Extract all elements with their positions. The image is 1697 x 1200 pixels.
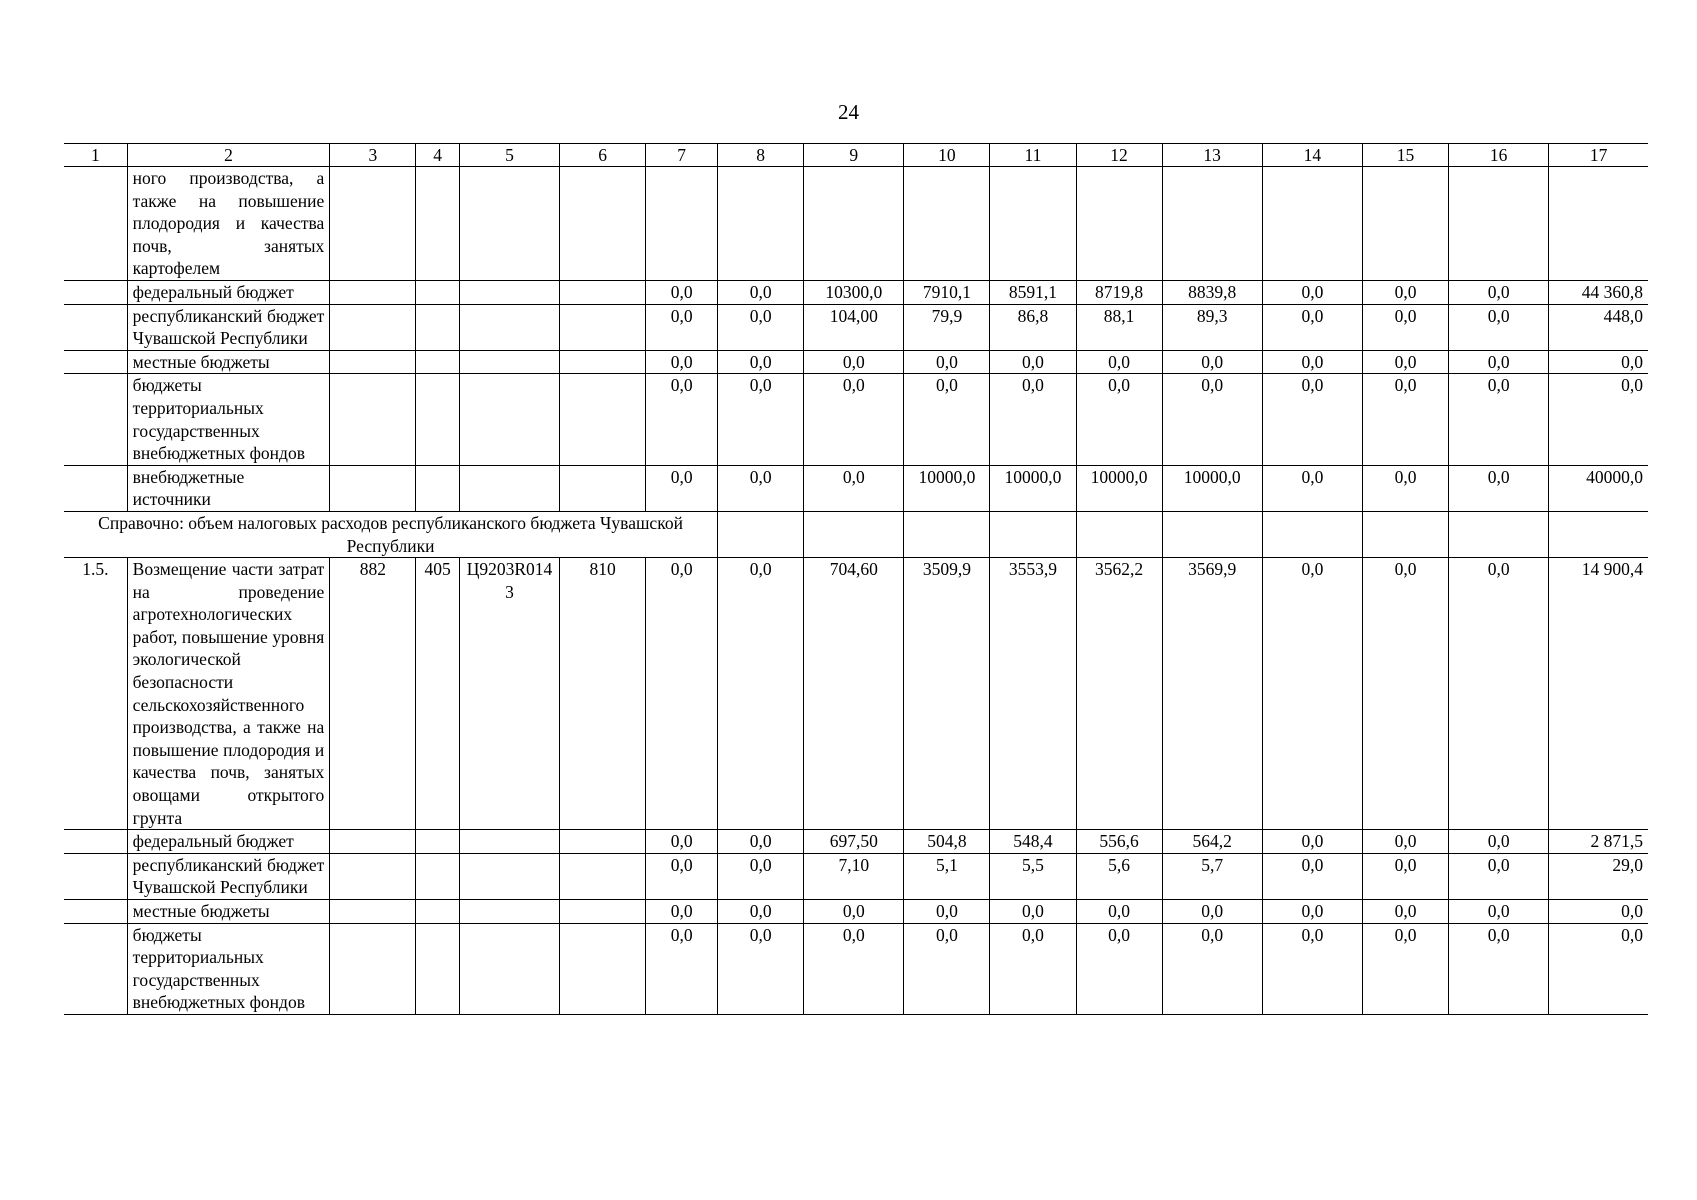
row-number bbox=[64, 374, 127, 465]
value-cell: 0,0 bbox=[1449, 350, 1549, 374]
code-cell bbox=[459, 830, 559, 854]
value-cell: 0,0 bbox=[718, 374, 804, 465]
code-cell bbox=[416, 830, 460, 854]
value-cell: 0,0 bbox=[1363, 923, 1449, 1014]
value-cell bbox=[1162, 167, 1262, 281]
column-header: 1 bbox=[64, 144, 127, 167]
code-cell bbox=[560, 350, 646, 374]
table-row bbox=[64, 465, 1648, 511]
value-cell: 8839,8 bbox=[1162, 280, 1262, 304]
code-cell bbox=[459, 923, 559, 1014]
value-cell: 0,0 bbox=[990, 350, 1076, 374]
value-cell: 0,0 bbox=[990, 900, 1076, 924]
value-cell: 7,10 bbox=[804, 853, 904, 899]
code-cell: 810 bbox=[560, 558, 646, 830]
code-cell bbox=[560, 465, 646, 511]
code-cell bbox=[459, 374, 559, 465]
value-cell bbox=[804, 167, 904, 281]
code-cell bbox=[560, 374, 646, 465]
value-cell: 0,0 bbox=[1363, 558, 1449, 830]
value-cell: 0,0 bbox=[1076, 923, 1162, 1014]
code-cell bbox=[459, 280, 559, 304]
code-cell bbox=[459, 350, 559, 374]
value-cell: 5,5 bbox=[990, 853, 1076, 899]
value-cell: 0,0 bbox=[1262, 853, 1362, 899]
value-cell: 0,0 bbox=[1262, 900, 1362, 924]
value-cell bbox=[904, 511, 990, 557]
total-cell: 40000,0 bbox=[1549, 465, 1648, 511]
value-cell: 8591,1 bbox=[990, 280, 1076, 304]
code-cell bbox=[560, 923, 646, 1014]
code-cell bbox=[416, 465, 460, 511]
value-cell: 0,0 bbox=[718, 558, 804, 830]
code-cell bbox=[459, 465, 559, 511]
table-body bbox=[64, 167, 1648, 1015]
value-cell: 0,0 bbox=[646, 350, 718, 374]
table-row bbox=[64, 374, 1648, 465]
value-cell: 0,0 bbox=[646, 465, 718, 511]
value-cell bbox=[1162, 511, 1262, 557]
value-cell bbox=[718, 167, 804, 281]
code-cell bbox=[330, 465, 416, 511]
value-cell: 0,0 bbox=[1363, 465, 1449, 511]
value-cell: 3509,9 bbox=[904, 558, 990, 830]
table-row bbox=[64, 167, 1648, 281]
value-cell: 704,60 bbox=[804, 558, 904, 830]
value-cell: 0,0 bbox=[990, 374, 1076, 465]
value-cell: 10000,0 bbox=[904, 465, 990, 511]
total-cell: 0,0 bbox=[1549, 923, 1648, 1014]
column-header: 14 bbox=[1262, 144, 1362, 167]
row-name: республиканский бюджет Чувашской Республики bbox=[127, 304, 330, 350]
column-header: 13 bbox=[1162, 144, 1262, 167]
value-cell: 0,0 bbox=[646, 558, 718, 830]
row-name: федеральный бюджет bbox=[127, 830, 330, 854]
row-name: местные бюджеты bbox=[127, 900, 330, 924]
value-cell: 0,0 bbox=[1262, 558, 1362, 830]
row-number bbox=[64, 280, 127, 304]
column-header: 5 bbox=[459, 144, 559, 167]
code-cell bbox=[560, 830, 646, 854]
value-cell: 89,3 bbox=[1162, 304, 1262, 350]
row-number bbox=[64, 853, 127, 899]
value-cell: 0,0 bbox=[904, 923, 990, 1014]
value-cell: 504,8 bbox=[904, 830, 990, 854]
code-cell bbox=[560, 280, 646, 304]
value-cell: 556,6 bbox=[1076, 830, 1162, 854]
value-cell: 0,0 bbox=[1449, 304, 1549, 350]
code-cell bbox=[560, 167, 646, 281]
value-cell: 0,0 bbox=[646, 853, 718, 899]
row-name: бюджеты территориальных государственных внебюджетных фондов bbox=[127, 923, 330, 1014]
value-cell: 0,0 bbox=[1449, 923, 1549, 1014]
value-cell bbox=[1449, 167, 1549, 281]
value-cell: 0,0 bbox=[904, 374, 990, 465]
total-cell: 29,0 bbox=[1549, 853, 1648, 899]
value-cell: 0,0 bbox=[804, 900, 904, 924]
value-cell: 0,0 bbox=[1363, 853, 1449, 899]
code-cell bbox=[560, 853, 646, 899]
column-header: 15 bbox=[1363, 144, 1449, 167]
value-cell: 564,2 bbox=[1162, 830, 1262, 854]
value-cell: 0,0 bbox=[904, 900, 990, 924]
value-cell: 0,0 bbox=[718, 830, 804, 854]
value-cell: 0,0 bbox=[1162, 923, 1262, 1014]
code-cell bbox=[416, 900, 460, 924]
value-cell: 3562,2 bbox=[1076, 558, 1162, 830]
value-cell: 0,0 bbox=[990, 923, 1076, 1014]
value-cell: 0,0 bbox=[1262, 350, 1362, 374]
value-cell: 0,0 bbox=[1262, 304, 1362, 350]
value-cell: 104,00 bbox=[804, 304, 904, 350]
code-cell bbox=[459, 167, 559, 281]
value-cell: 3569,9 bbox=[1162, 558, 1262, 830]
code-cell bbox=[330, 304, 416, 350]
value-cell bbox=[1076, 167, 1162, 281]
value-cell bbox=[1076, 511, 1162, 557]
value-cell: 0,0 bbox=[646, 830, 718, 854]
value-cell: 10300,0 bbox=[804, 280, 904, 304]
value-cell: 0,0 bbox=[1262, 374, 1362, 465]
value-cell: 0,0 bbox=[646, 923, 718, 1014]
value-cell bbox=[1262, 511, 1362, 557]
column-header: 16 bbox=[1449, 144, 1549, 167]
row-number bbox=[64, 465, 127, 511]
value-cell: 0,0 bbox=[646, 280, 718, 304]
value-cell: 0,0 bbox=[1449, 558, 1549, 830]
value-cell: 86,8 bbox=[990, 304, 1076, 350]
value-cell: 0,0 bbox=[1076, 350, 1162, 374]
code-cell: 882 bbox=[330, 558, 416, 830]
code-cell bbox=[560, 900, 646, 924]
column-header: 2 bbox=[127, 144, 330, 167]
total-cell: 44 360,8 bbox=[1549, 280, 1648, 304]
value-cell: 0,0 bbox=[804, 465, 904, 511]
row-number bbox=[64, 167, 127, 281]
value-cell: 0,0 bbox=[1363, 280, 1449, 304]
value-cell: 0,0 bbox=[804, 923, 904, 1014]
value-cell: 0,0 bbox=[804, 350, 904, 374]
value-cell: 10000,0 bbox=[990, 465, 1076, 511]
code-cell bbox=[459, 853, 559, 899]
value-cell: 0,0 bbox=[1363, 830, 1449, 854]
value-cell: 0,0 bbox=[718, 350, 804, 374]
row-number bbox=[64, 923, 127, 1014]
value-cell: 3553,9 bbox=[990, 558, 1076, 830]
value-cell: 5,1 bbox=[904, 853, 990, 899]
value-cell: 79,9 bbox=[904, 304, 990, 350]
code-cell bbox=[416, 350, 460, 374]
row-number bbox=[64, 304, 127, 350]
value-cell: 0,0 bbox=[1449, 465, 1549, 511]
table-row bbox=[64, 280, 1648, 304]
value-cell: 0,0 bbox=[1363, 900, 1449, 924]
table-row bbox=[64, 853, 1648, 899]
value-cell bbox=[1262, 167, 1362, 281]
value-cell bbox=[1363, 167, 1449, 281]
code-cell bbox=[560, 304, 646, 350]
column-header: 10 bbox=[904, 144, 990, 167]
code-cell: 405 bbox=[416, 558, 460, 830]
code-cell bbox=[330, 923, 416, 1014]
value-cell: 0,0 bbox=[1449, 280, 1549, 304]
value-cell bbox=[1549, 511, 1648, 557]
column-header: 4 bbox=[416, 144, 460, 167]
total-cell: 2 871,5 bbox=[1549, 830, 1648, 854]
value-cell: 0,0 bbox=[718, 465, 804, 511]
table-row bbox=[64, 923, 1648, 1014]
value-cell bbox=[718, 511, 804, 557]
code-cell bbox=[330, 374, 416, 465]
row-number: 1.5. bbox=[64, 558, 127, 830]
value-cell: 5,7 bbox=[1162, 853, 1262, 899]
row-number bbox=[64, 830, 127, 854]
column-header: 8 bbox=[718, 144, 804, 167]
code-cell bbox=[330, 830, 416, 854]
reference-row bbox=[64, 511, 1648, 557]
code-cell bbox=[330, 280, 416, 304]
code-cell bbox=[330, 853, 416, 899]
code-cell bbox=[416, 923, 460, 1014]
value-cell: 0,0 bbox=[718, 280, 804, 304]
total-cell: 448,0 bbox=[1549, 304, 1648, 350]
value-cell: 0,0 bbox=[1449, 900, 1549, 924]
value-cell: 5,6 bbox=[1076, 853, 1162, 899]
table-row bbox=[64, 900, 1648, 924]
value-cell bbox=[1363, 511, 1449, 557]
page-number: 24 bbox=[838, 100, 859, 124]
value-cell: 0,0 bbox=[1162, 900, 1262, 924]
value-cell bbox=[990, 511, 1076, 557]
column-header: 17 bbox=[1549, 144, 1648, 167]
value-cell: 0,0 bbox=[1262, 830, 1362, 854]
value-cell: 0,0 bbox=[646, 374, 718, 465]
row-name: бюджеты территориальных государственных внебюджетных фондов bbox=[127, 374, 330, 465]
value-cell: 548,4 bbox=[990, 830, 1076, 854]
code-cell bbox=[416, 304, 460, 350]
value-cell: 0,0 bbox=[718, 900, 804, 924]
code-cell bbox=[330, 350, 416, 374]
row-name: Возмещение части затрат на проведение агротехнологических работ, повышение уровня экологической безопасности сельскохозяйственного производства, а также на повышение плодородия и качества почв, занятых овощами открытого грунта bbox=[127, 558, 330, 830]
column-header: 3 bbox=[330, 144, 416, 167]
value-cell: 88,1 bbox=[1076, 304, 1162, 350]
row-name: ного производства, а также на повышение плодородия и качества почв, занятых картофелем bbox=[127, 167, 330, 281]
total-cell bbox=[1549, 167, 1648, 281]
value-cell: 0,0 bbox=[646, 900, 718, 924]
value-cell: 0,0 bbox=[646, 304, 718, 350]
value-cell: 0,0 bbox=[1363, 350, 1449, 374]
table-row bbox=[64, 350, 1648, 374]
row-name: республиканский бюджет Чувашской Республики bbox=[127, 853, 330, 899]
value-cell: 0,0 bbox=[1449, 853, 1549, 899]
row-name: местные бюджеты bbox=[127, 350, 330, 374]
budget-table bbox=[64, 143, 1648, 1015]
column-number-row bbox=[64, 144, 1648, 167]
value-cell: 10000,0 bbox=[1076, 465, 1162, 511]
total-cell: 0,0 bbox=[1549, 350, 1648, 374]
value-cell: 0,0 bbox=[804, 374, 904, 465]
reference-note: Справочно: объем налоговых расходов республиканского бюджета Чувашской Республики bbox=[64, 511, 718, 557]
code-cell bbox=[330, 900, 416, 924]
value-cell: 10000,0 bbox=[1162, 465, 1262, 511]
column-header: 7 bbox=[646, 144, 718, 167]
value-cell: 0,0 bbox=[1076, 900, 1162, 924]
value-cell: 0,0 bbox=[718, 923, 804, 1014]
value-cell: 0,0 bbox=[1363, 374, 1449, 465]
code-cell bbox=[330, 167, 416, 281]
total-cell: 0,0 bbox=[1549, 900, 1648, 924]
value-cell: 0,0 bbox=[1262, 280, 1362, 304]
value-cell: 0,0 bbox=[1363, 304, 1449, 350]
code-cell bbox=[416, 280, 460, 304]
table-row bbox=[64, 558, 1648, 830]
value-cell bbox=[646, 167, 718, 281]
row-name: внебюджетные источники bbox=[127, 465, 330, 511]
value-cell bbox=[990, 167, 1076, 281]
row-number bbox=[64, 900, 127, 924]
column-header: 6 bbox=[560, 144, 646, 167]
value-cell: 0,0 bbox=[718, 304, 804, 350]
code-cell bbox=[459, 900, 559, 924]
total-cell: 0,0 bbox=[1549, 374, 1648, 465]
code-cell bbox=[416, 853, 460, 899]
table-row bbox=[64, 830, 1648, 854]
value-cell: 0,0 bbox=[1262, 923, 1362, 1014]
value-cell: 0,0 bbox=[1162, 350, 1262, 374]
row-number bbox=[64, 350, 127, 374]
column-header: 12 bbox=[1076, 144, 1162, 167]
value-cell: 0,0 bbox=[1449, 374, 1549, 465]
total-cell: 14 900,4 bbox=[1549, 558, 1648, 830]
table-row bbox=[64, 304, 1648, 350]
value-cell: 0,0 bbox=[718, 853, 804, 899]
value-cell bbox=[904, 167, 990, 281]
value-cell: 697,50 bbox=[804, 830, 904, 854]
value-cell: 0,0 bbox=[1076, 374, 1162, 465]
value-cell bbox=[804, 511, 904, 557]
code-cell bbox=[459, 304, 559, 350]
row-name: федеральный бюджет bbox=[127, 280, 330, 304]
code-cell bbox=[416, 374, 460, 465]
code-cell: Ц9203R0143 bbox=[459, 558, 559, 830]
column-header: 11 bbox=[990, 144, 1076, 167]
value-cell: 0,0 bbox=[904, 350, 990, 374]
code-cell bbox=[416, 167, 460, 281]
value-cell: 7910,1 bbox=[904, 280, 990, 304]
value-cell bbox=[1449, 511, 1549, 557]
value-cell: 0,0 bbox=[1449, 830, 1549, 854]
value-cell: 0,0 bbox=[1262, 465, 1362, 511]
column-header: 9 bbox=[804, 144, 904, 167]
value-cell: 0,0 bbox=[1162, 374, 1262, 465]
value-cell: 8719,8 bbox=[1076, 280, 1162, 304]
